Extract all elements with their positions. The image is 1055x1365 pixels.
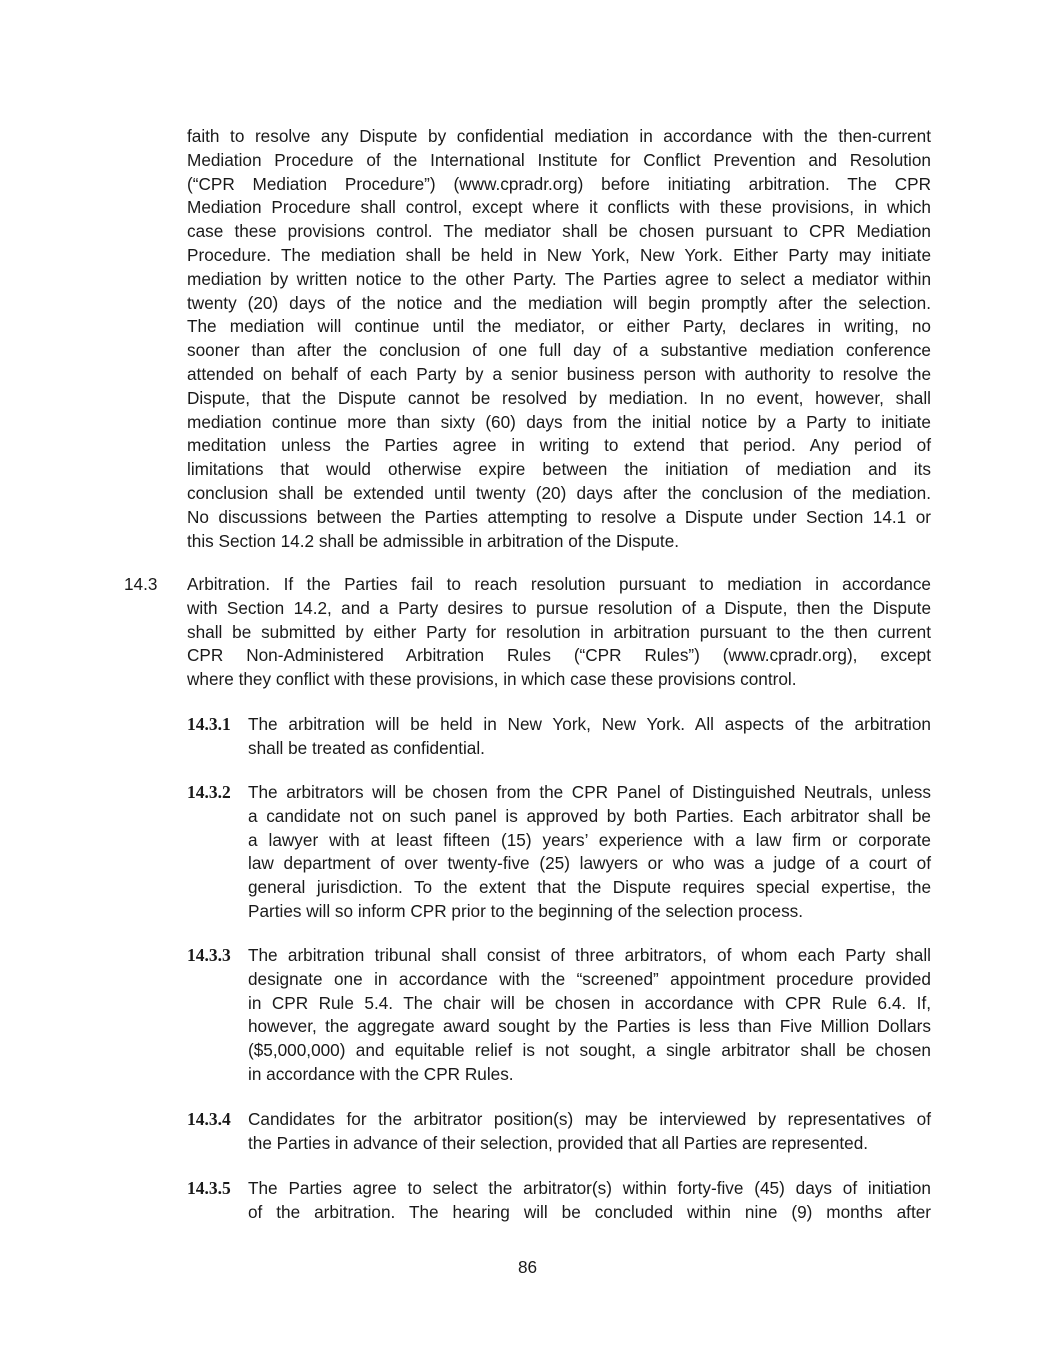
- text-line: Mediation Procedure of the International Institute for Conflict Prevention and Resolution: [187, 149, 931, 170]
- subsection-paragraph: [248, 781, 931, 924]
- text-line: general jurisdiction. To the extent that the Dispute requires special expertise, the: [248, 877, 931, 898]
- text-line: ($5,000,000) and equitable relief is not sought, a single arbitrator shall be chosen: [248, 1040, 931, 1061]
- text-line: of the arbitration. The hearing will be concluded within nine (9) months after: [248, 1201, 931, 1222]
- text-line: meditation unless the Parties agree in writing to extend that period. Any period of: [187, 435, 931, 456]
- text-line: The mediation will continue until the mediator, or either Party, declares in writing, no: [187, 316, 931, 337]
- section-number: 14.3: [124, 574, 158, 594]
- subsection-paragraph: [248, 1177, 931, 1225]
- text-line: where they conflict with these provisions, in which case these provisions control.: [187, 669, 797, 690]
- text-line: a candidate not on such panel is approved by both Parties. Each arbitrator shall be: [248, 805, 931, 826]
- text-line: Dispute, that the Dispute cannot be resolved by mediation. In no event, however, shall: [187, 387, 931, 408]
- text-line: case these provisions control. The mediator shall be chosen pursuant to CPR Mediation: [187, 221, 931, 242]
- text-line: The arbitration tribunal shall consist of three arbitrators, of whom each Party shall: [248, 945, 931, 965]
- text-line: Procedure. The mediation shall be held in New York, New York. Either Party may initiate: [187, 244, 931, 265]
- subsection-paragraph: [248, 713, 931, 761]
- subsection-paragraph: [248, 1108, 931, 1156]
- text-line: (“CPR Mediation Procedure”) (www.cpradr.org) before initiating arbitration. The CPR: [187, 173, 931, 194]
- text-line: shall be submitted by either Party for resolution in arbitration pursuant to the then current: [187, 621, 931, 642]
- text-line: this Section 14.2 shall be admissible in arbitration of the Dispute.: [187, 530, 680, 551]
- text-line: attended on behalf of each Party by a senior business person with authority to resolve the: [187, 363, 931, 384]
- subsection-number: 14.3.2: [187, 782, 231, 802]
- text-line: sooner than after the conclusion of one full day of a substantive mediation conference: [187, 340, 931, 361]
- text-line: the Parties in advance of their selection, provided that all Parties are represented.: [248, 1132, 869, 1153]
- text-line: Arbitration. If the Parties fail to reach resolution pursuant to mediation in accordance: [187, 574, 931, 594]
- text-line: The Parties agree to select the arbitrator(s) within forty-five (45) days of initiation: [248, 1178, 931, 1198]
- subsection-paragraph: [248, 944, 931, 1087]
- subsection-number: 14.3.4: [187, 1109, 231, 1129]
- subsection-number: 14.3.1: [187, 714, 231, 734]
- text-line: a lawyer with at least fifteen (15) years’ experience with a law firm or corporate: [248, 829, 931, 850]
- text-line: however, the aggregate award sought by the Parties is less than Five Million Dollars: [248, 1016, 931, 1037]
- page-number: 86: [517, 1257, 538, 1277]
- text-line: CPR Non-Administered Arbitration Rules (“CPR Rules”) (www.cpradr.org), except: [187, 645, 931, 666]
- text-line: in CPR Rule 5.4. The chair will be chosen in accordance with CPR Rule 6.4. If,: [248, 992, 931, 1013]
- text-line: twenty (20) days of the notice and the mediation will begin promptly after the selection.: [187, 292, 931, 313]
- text-line: designate one in accordance with the “screened” appointment procedure provided: [248, 968, 931, 989]
- text-line: Mediation Procedure shall control, except where it conflicts with these provisions, in which: [187, 197, 931, 218]
- text-line: limitations that would otherwise expire between the initiation of mediation and its: [187, 459, 931, 480]
- text-line: mediation continue more than sixty (60) days from the initial notice by a Party to initiate: [187, 411, 931, 432]
- text-line: with Section 14.2, and a Party desires to pursue resolution of a Dispute, then the Dispute: [187, 597, 931, 618]
- text-line: The arbitration will be held in New York, New York. All aspects of the arbitration: [248, 714, 931, 734]
- subsection-number: 14.3.3: [187, 945, 231, 965]
- text-line: conclusion shall be extended until twenty (20) days after the conclusion of the mediation.: [187, 482, 931, 503]
- text-line: faith to resolve any Dispute by confidential mediation in accordance with the then-current: [187, 126, 931, 146]
- text-line: in accordance with the CPR Rules.: [248, 1063, 514, 1084]
- section-14-3-paragraph: [187, 573, 931, 692]
- text-line: Candidates for the arbitrator position(s) may be interviewed by representatives of: [248, 1109, 931, 1129]
- mediation-paragraph: [187, 125, 931, 553]
- text-line: No discussions between the Parties attempting to resolve a Dispute under Section 14.1 or: [187, 506, 931, 527]
- text-line: mediation by written notice to the other Party. The Parties agree to select a mediator within: [187, 268, 931, 289]
- subsection-number: 14.3.5: [187, 1178, 231, 1198]
- text-line: shall be treated as confidential.: [248, 737, 485, 758]
- text-line: The arbitrators will be chosen from the CPR Panel of Distinguished Neutrals, unless: [248, 782, 931, 802]
- text-line: Parties will so inform CPR prior to the beginning of the selection process.: [248, 900, 804, 921]
- text-line: law department of over twenty-five (25) lawyers or who was a judge of a court of: [248, 853, 931, 874]
